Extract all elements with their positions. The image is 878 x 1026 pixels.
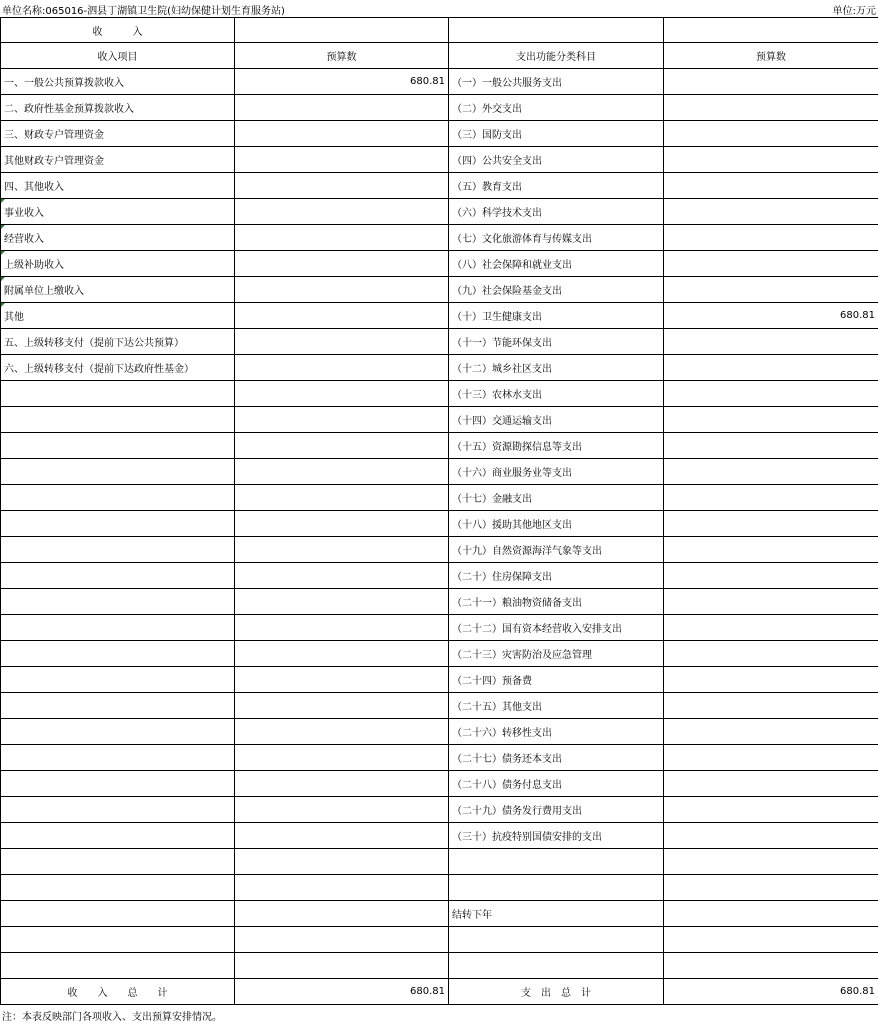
income-amount <box>235 225 449 251</box>
table-row <box>1 953 878 979</box>
table-row <box>1 537 878 563</box>
income-amount <box>235 147 449 173</box>
table-row <box>1 459 878 485</box>
table-row <box>1 823 878 849</box>
expense-amount <box>664 147 878 173</box>
income-item <box>1 901 235 927</box>
expense-item <box>449 849 664 875</box>
table-row <box>1 927 878 953</box>
col-income-budget: 预算数 <box>235 43 449 69</box>
col-expense-item: 支出功能分类科目 <box>449 43 664 69</box>
table-row <box>1 485 878 511</box>
table-row <box>1 251 878 277</box>
expense-item: （十四）交通运输支出 <box>449 407 664 433</box>
expense-item: （十七）金融支出 <box>449 485 664 511</box>
expense-item: （三）国防支出 <box>449 121 664 147</box>
expense-item: （二十）住房保障支出 <box>449 563 664 589</box>
table-row <box>1 771 878 797</box>
expense-item: （十九）自然资源海洋气象等支出 <box>449 537 664 563</box>
expense-amount <box>664 693 878 719</box>
income-item: 事业收入 <box>1 199 235 225</box>
income-group-header: 收 入 <box>1 18 235 43</box>
income-total-amount: 680.81 <box>235 979 449 1005</box>
expense-item: （十三）农林水支出 <box>449 381 664 407</box>
expense-amount <box>664 927 878 953</box>
expense-amount <box>664 589 878 615</box>
income-amount <box>235 485 449 511</box>
table-row <box>1 303 878 329</box>
income-item <box>1 823 235 849</box>
expense-amount: 680.81 <box>664 303 878 329</box>
income-amount <box>235 173 449 199</box>
expense-item: 结转下年 <box>449 901 664 927</box>
budget-table <box>0 17 878 1005</box>
expense-item: （十）卫生健康支出 <box>449 303 664 329</box>
totals-row <box>1 979 878 1005</box>
income-item: 附属单位上缴收入 <box>1 277 235 303</box>
expense-amount <box>664 95 878 121</box>
income-amount <box>235 199 449 225</box>
table-row <box>1 95 878 121</box>
income-amount <box>235 797 449 823</box>
table-row <box>1 381 878 407</box>
income-item <box>1 563 235 589</box>
table-row <box>1 329 878 355</box>
table-row <box>1 277 878 303</box>
expense-amount <box>664 121 878 147</box>
income-item: 经营收入 <box>1 225 235 251</box>
expense-item <box>449 953 664 979</box>
col-income-item: 收入项目 <box>1 43 235 69</box>
table-row <box>1 849 878 875</box>
expense-item: （六）科学技术支出 <box>449 199 664 225</box>
income-amount <box>235 901 449 927</box>
budget-table-body <box>1 18 878 1005</box>
table-row <box>1 355 878 381</box>
table-row <box>1 563 878 589</box>
expense-amount <box>664 277 878 303</box>
currency-unit: 单位:万元 <box>832 6 876 17</box>
income-item <box>1 381 235 407</box>
table-row <box>1 875 878 901</box>
expense-amount <box>664 901 878 927</box>
expense-amount <box>664 251 878 277</box>
empty-cell <box>664 18 878 43</box>
group-header-row <box>1 18 878 43</box>
table-row <box>1 121 878 147</box>
expense-item: （十八）援助其他地区支出 <box>449 511 664 537</box>
income-amount <box>235 407 449 433</box>
table-row <box>1 745 878 771</box>
income-amount <box>235 563 449 589</box>
income-amount <box>235 381 449 407</box>
income-amount <box>235 251 449 277</box>
income-item <box>1 771 235 797</box>
income-item: 其他 <box>1 303 235 329</box>
expense-item: （十六）商业服务业等支出 <box>449 459 664 485</box>
expense-item: （二十九）债务发行费用支出 <box>449 797 664 823</box>
income-item <box>1 589 235 615</box>
income-amount <box>235 433 449 459</box>
expense-amount <box>664 173 878 199</box>
expense-amount <box>664 355 878 381</box>
income-amount <box>235 719 449 745</box>
expense-item: （二十五）其他支出 <box>449 693 664 719</box>
income-amount <box>235 511 449 537</box>
expense-item: （二十七）债务还本支出 <box>449 745 664 771</box>
expense-amount <box>664 225 878 251</box>
income-amount <box>235 693 449 719</box>
empty-cell <box>235 18 449 43</box>
income-item: 五、上级转移支付（提前下达公共预算） <box>1 329 235 355</box>
income-item <box>1 459 235 485</box>
expense-amount <box>664 485 878 511</box>
expense-amount <box>664 771 878 797</box>
expense-item: （五）教育支出 <box>449 173 664 199</box>
income-item: 六、上级转移支付（提前下达政府性基金） <box>1 355 235 381</box>
income-item: 上级补助收入 <box>1 251 235 277</box>
unit-name: 单位名称:065016-泗县丁湖镇卫生院(妇幼保健计划生育服务站) <box>2 6 285 17</box>
table-row <box>1 407 878 433</box>
expense-item: （二十六）转移性支出 <box>449 719 664 745</box>
income-item: 四、其他收入 <box>1 173 235 199</box>
expense-item: （二）外交支出 <box>449 95 664 121</box>
income-item <box>1 537 235 563</box>
income-item <box>1 927 235 953</box>
income-amount <box>235 823 449 849</box>
expense-amount <box>664 329 878 355</box>
expense-amount <box>664 641 878 667</box>
income-total-label: 收 入 总 计 <box>1 979 235 1005</box>
empty-cell <box>449 18 664 43</box>
income-amount <box>235 875 449 901</box>
table-row <box>1 433 878 459</box>
income-amount <box>235 277 449 303</box>
expense-amount <box>664 563 878 589</box>
expense-amount <box>664 745 878 771</box>
expense-item: （二十四）预备费 <box>449 667 664 693</box>
expense-amount <box>664 511 878 537</box>
expense-item: （十二）城乡社区支出 <box>449 355 664 381</box>
expense-amount <box>664 667 878 693</box>
expense-amount <box>664 433 878 459</box>
expense-item <box>449 927 664 953</box>
income-item <box>1 641 235 667</box>
expense-item: （四）公共安全支出 <box>449 147 664 173</box>
income-amount <box>235 121 449 147</box>
income-amount <box>235 459 449 485</box>
table-row <box>1 901 878 927</box>
table-row <box>1 615 878 641</box>
income-amount <box>235 953 449 979</box>
expense-amount <box>664 69 878 95</box>
income-item: 三、财政专户管理资金 <box>1 121 235 147</box>
col-expense-budget: 预算数 <box>664 43 878 69</box>
income-amount <box>235 355 449 381</box>
income-amount <box>235 589 449 615</box>
footer-note: 注：本表反映部门各项收入、支出预算安排情况。 <box>2 1012 222 1023</box>
table-row <box>1 225 878 251</box>
income-item: 一、一般公共预算拨款收入 <box>1 69 235 95</box>
expense-amount <box>664 407 878 433</box>
expense-amount <box>664 199 878 225</box>
expense-item: （八）社会保障和就业支出 <box>449 251 664 277</box>
expense-item: （九）社会保险基金支出 <box>449 277 664 303</box>
table-row <box>1 719 878 745</box>
expense-total-label: 支 出 总 计 <box>449 979 664 1005</box>
expense-amount <box>664 849 878 875</box>
income-item: 二、政府性基金预算拨款收入 <box>1 95 235 121</box>
column-header-row <box>1 43 878 69</box>
expense-item: （二十三）灾害防治及应急管理 <box>449 641 664 667</box>
expense-amount <box>664 719 878 745</box>
income-item <box>1 485 235 511</box>
income-amount <box>235 303 449 329</box>
income-item <box>1 719 235 745</box>
table-row <box>1 147 878 173</box>
table-row <box>1 589 878 615</box>
expense-amount <box>664 381 878 407</box>
expense-item: （二十一）粮油物资储备支出 <box>449 589 664 615</box>
expense-item: （十一）节能环保支出 <box>449 329 664 355</box>
table-row <box>1 797 878 823</box>
income-item <box>1 693 235 719</box>
report-header <box>2 2 876 16</box>
income-item <box>1 615 235 641</box>
income-amount <box>235 615 449 641</box>
table-row <box>1 199 878 225</box>
expense-item: （三十）抗疫特别国债安排的支出 <box>449 823 664 849</box>
expense-amount <box>664 615 878 641</box>
table-row <box>1 641 878 667</box>
income-item <box>1 875 235 901</box>
income-item <box>1 433 235 459</box>
income-amount <box>235 329 449 355</box>
expense-amount <box>664 823 878 849</box>
expense-amount <box>664 537 878 563</box>
income-item <box>1 953 235 979</box>
income-amount <box>235 95 449 121</box>
expense-item: （十五）资源勘探信息等支出 <box>449 433 664 459</box>
table-row <box>1 667 878 693</box>
expense-amount <box>664 875 878 901</box>
expense-total-amount: 680.81 <box>664 979 878 1005</box>
income-item <box>1 849 235 875</box>
expense-amount <box>664 459 878 485</box>
table-row <box>1 173 878 199</box>
income-item <box>1 511 235 537</box>
table-row <box>1 693 878 719</box>
income-amount <box>235 771 449 797</box>
income-amount <box>235 667 449 693</box>
expense-item <box>449 875 664 901</box>
income-amount <box>235 641 449 667</box>
income-item <box>1 667 235 693</box>
income-amount: 680.81 <box>235 69 449 95</box>
income-item <box>1 797 235 823</box>
income-item <box>1 407 235 433</box>
income-amount <box>235 927 449 953</box>
expense-item: （一）一般公共服务支出 <box>449 69 664 95</box>
expense-amount <box>664 953 878 979</box>
table-row <box>1 69 878 95</box>
income-amount <box>235 745 449 771</box>
table-row <box>1 511 878 537</box>
expense-item: （二十八）债务付息支出 <box>449 771 664 797</box>
expense-item: （二十二）国有资本经营收入安排支出 <box>449 615 664 641</box>
expense-item: （七）文化旅游体育与传媒支出 <box>449 225 664 251</box>
income-amount <box>235 849 449 875</box>
income-item: 其他财政专户管理资金 <box>1 147 235 173</box>
expense-amount <box>664 797 878 823</box>
income-amount <box>235 537 449 563</box>
income-item <box>1 745 235 771</box>
